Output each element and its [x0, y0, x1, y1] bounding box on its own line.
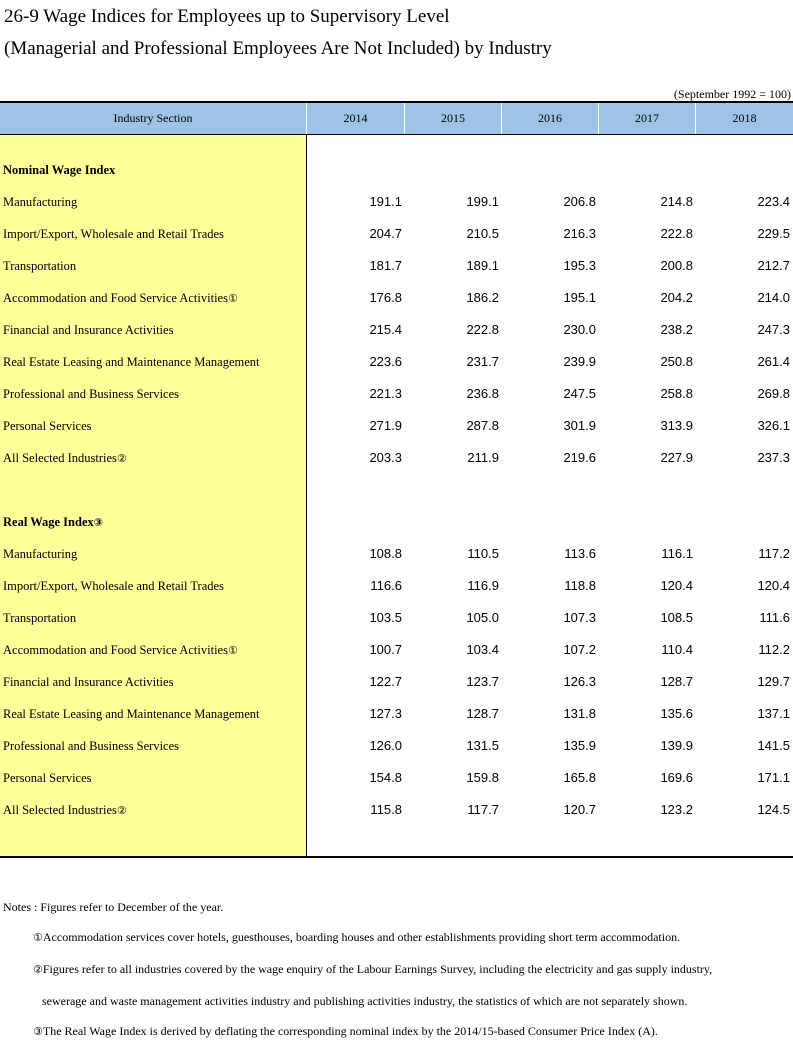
table-cell-value: 206.8	[563, 194, 596, 209]
table-cell-value: 123.2	[660, 802, 693, 817]
table-cell-value: 231.7	[466, 354, 499, 369]
row-label-text: Professional and Business Services	[3, 739, 180, 753]
notes-heading: Notes : Figures refer to December of the year.	[3, 900, 224, 914]
table-cell-value: 108.8	[369, 546, 402, 561]
table-cell-value: 223.6	[369, 354, 402, 369]
table-cell-value: 203.3	[369, 450, 402, 465]
table-cell-value: 301.9	[563, 418, 596, 433]
header-year: 2016	[502, 103, 599, 134]
table-cell-value: 169.6	[660, 770, 693, 785]
table-cell-value: 124.5	[757, 802, 790, 817]
row-label	[3, 576, 224, 596]
row-label-text: Manufacturing	[3, 195, 78, 209]
row-label-text: Financial and Insurance Activities	[3, 323, 174, 337]
table-cell-value: 126.3	[563, 674, 596, 689]
table-cell-value: 214.0	[757, 290, 790, 305]
table-cell-value: 227.9	[660, 450, 693, 465]
table-cell-value: 199.1	[466, 194, 499, 209]
table-cell-value: 239.9	[563, 354, 596, 369]
table-cell-value: 117.7	[467, 802, 499, 817]
table-cell-value: 159.8	[466, 770, 499, 785]
table-cell-value: 141.5	[757, 738, 790, 753]
row-label-text: Personal Services	[3, 419, 92, 433]
row-label	[3, 800, 127, 820]
table-cell-value: 116.9	[467, 578, 499, 593]
table-cell-value: 204.7	[369, 226, 402, 241]
table-cell-value: 154.8	[369, 770, 402, 785]
row-label-text: Transportation	[3, 611, 77, 625]
note-item	[33, 962, 712, 977]
table-cell-value: 123.7	[466, 674, 499, 689]
table-cell-value: 117.2	[758, 546, 790, 561]
header-year: 2015	[405, 103, 502, 134]
row-label-text: Manufacturing	[3, 547, 78, 561]
table-cell-value: 271.9	[369, 418, 402, 433]
table-cell-value: 131.8	[563, 706, 596, 721]
note-item	[33, 1024, 658, 1039]
row-label	[3, 608, 76, 628]
table-cell-value: 247.5	[563, 386, 596, 401]
table-cell-value: 103.4	[466, 642, 499, 657]
table-cell-value: 230.0	[563, 322, 596, 337]
row-label	[3, 448, 127, 468]
header-year: 2014	[307, 103, 405, 134]
table-cell-value: 247.3	[757, 322, 790, 337]
note-item	[42, 994, 687, 1009]
table-cell-value: 103.5	[369, 610, 402, 625]
table-cell-value: 107.3	[563, 610, 596, 625]
table-cell-value: 129.7	[757, 674, 790, 689]
table-cell-value: 212.7	[757, 258, 790, 273]
table-cell-value: 200.8	[660, 258, 693, 273]
row-label-text: Transportation	[3, 259, 77, 273]
table-cell-value: 108.5	[660, 610, 693, 625]
row-label	[3, 704, 260, 724]
table-cell-value: 326.1	[757, 418, 790, 433]
row-label-text: Professional and Business Services	[3, 387, 180, 401]
table-cell-value: 186.2	[466, 290, 499, 305]
row-label	[3, 640, 238, 660]
table-cell-value: 214.8	[660, 194, 693, 209]
table-cell-value: 112.2	[758, 642, 790, 657]
table-cell-value: 120.4	[757, 578, 790, 593]
table-cell-value: 223.4	[757, 194, 790, 209]
table-cell-value: 237.3	[757, 450, 790, 465]
table-cell-value: 191.1	[369, 194, 402, 209]
table-cell-value: 111.6	[759, 610, 790, 625]
row-label	[3, 320, 173, 340]
header-row	[0, 103, 793, 134]
note-text: The Real Wage Index is derived by deflating the corresponding nominal index by the 2014/15-based Consumer Price Index (A).	[42, 1024, 658, 1038]
header-year: 2018	[732, 111, 757, 125]
table-cell-value: 171.1	[757, 770, 790, 785]
row-label-text: Accommodation and Food Service Activities	[3, 291, 228, 305]
table-cell-value: 116.6	[370, 578, 402, 593]
table-cell-value: 127.3	[369, 706, 402, 721]
footnote-marker: ①	[227, 644, 238, 657]
wage-index-table	[0, 101, 793, 858]
table-bottom-rule	[0, 856, 793, 858]
table-cell-value: 139.9	[660, 738, 693, 753]
table-cell-value: 116.1	[661, 546, 693, 561]
table-cell-value: 100.7	[369, 642, 402, 657]
table-cell-value: 110.4	[661, 642, 693, 657]
footnote-marker: ①	[33, 931, 43, 944]
row-label-text: Real Estate Leasing and Maintenance Management	[3, 707, 260, 721]
row-label-text: Import/Export, Wholesale and Retail Trades	[3, 227, 224, 241]
footnote-marker: ②	[33, 963, 43, 976]
table-cell-value: 126.0	[369, 738, 402, 753]
table-cell-value: 122.7	[369, 674, 402, 689]
note-text: sewerage and waste management activities industry and publishing activities industry, the statistics of which are not separately shown.	[42, 994, 688, 1008]
section-title	[3, 160, 115, 180]
table-cell-value: 211.9	[467, 450, 499, 465]
base-period-note: (September 1992 = 100)	[673, 87, 791, 101]
table-cell-value: 204.2	[660, 290, 693, 305]
footnote-marker: ②	[116, 804, 127, 817]
table-cell-value: 287.8	[466, 418, 499, 433]
table-cell-value: 176.8	[369, 290, 402, 305]
header-year: 2017	[599, 103, 696, 134]
table-cell-value: 105.0	[466, 610, 499, 625]
footnote-marker: ①	[227, 292, 238, 305]
table-cell-value: 118.8	[564, 578, 596, 593]
header-industry-section: Industry Section	[0, 103, 307, 134]
row-label-text: All Selected Industries	[3, 451, 117, 465]
row-label-text: Accommodation and Food Service Activities	[3, 643, 228, 657]
table-cell-value: 115.8	[370, 802, 402, 817]
table-cell-value: 165.8	[563, 770, 596, 785]
table-cell-value: 113.6	[564, 546, 596, 561]
table-cell-value: 107.2	[563, 642, 596, 657]
row-label	[3, 352, 260, 372]
table-cell-value: 210.5	[466, 226, 499, 241]
table-cell-value: 219.6	[563, 450, 596, 465]
table-cell-value: 236.8	[466, 386, 499, 401]
row-label	[3, 768, 92, 788]
table-cell-value: 120.4	[660, 578, 693, 593]
row-label-text: Real Wage Index	[3, 515, 94, 529]
table-cell-value: 238.2	[660, 322, 693, 337]
row-label	[3, 288, 238, 308]
row-label	[3, 224, 224, 244]
table-cell-value: 189.1	[466, 258, 499, 273]
table-cell-value: 313.9	[660, 418, 693, 433]
footnote-marker: ②	[116, 452, 127, 465]
table-cell-value: 110.5	[467, 546, 499, 561]
row-label-text: Import/Export, Wholesale and Retail Trades	[3, 579, 224, 593]
row-label	[3, 544, 77, 564]
row-label	[3, 192, 77, 212]
row-label-text: Personal Services	[3, 771, 92, 785]
footnote-marker: ③	[33, 1025, 43, 1038]
table-cell-value: 261.4	[757, 354, 790, 369]
note-item	[33, 930, 680, 945]
row-label	[3, 384, 179, 404]
table-cell-value: 120.7	[563, 802, 596, 817]
table-title-line2: (Managerial and Professional Employees Are Not Included) by Industry	[4, 38, 552, 59]
note-text: Accommodation services cover hotels, guesthouses, boarding houses and other establishments providing short term accommodation.	[42, 930, 681, 944]
footnote-marker: ③	[93, 516, 104, 529]
table-cell-value: 195.1	[563, 290, 596, 305]
section-title	[3, 512, 103, 532]
row-label-text: Real Estate Leasing and Maintenance Management	[3, 355, 260, 369]
row-label	[3, 672, 173, 692]
table-cell-value: 195.3	[563, 258, 596, 273]
table-cell-value: 131.5	[466, 738, 499, 753]
row-label-text: Nominal Wage Index	[3, 163, 116, 177]
table-cell-value: 137.1	[757, 706, 790, 721]
table-cell-value: 135.9	[563, 738, 596, 753]
table-cell-value: 269.8	[757, 386, 790, 401]
table-cell-value: 258.8	[660, 386, 693, 401]
table-cell-value: 181.7	[369, 258, 402, 273]
row-label-text: All Selected Industries	[3, 803, 117, 817]
row-label	[3, 256, 76, 276]
row-label	[3, 416, 92, 436]
table-cell-value: 250.8	[660, 354, 693, 369]
table-cell-value: 229.5	[757, 226, 790, 241]
table-cell-value: 128.7	[660, 674, 693, 689]
table-cell-value: 135.6	[660, 706, 693, 721]
table-cell-value: 128.7	[466, 706, 499, 721]
table-title-line1: 26-9 Wage Indices for Employees up to Supervisory Level	[4, 6, 450, 27]
note-text: Figures refer to all industries covered by the wage enquiry of the Labour Earnings Survey, including the electricity and gas supply industry,	[42, 962, 713, 976]
row-label	[3, 736, 179, 756]
row-label-text: Financial and Insurance Activities	[3, 675, 174, 689]
table-cell-value: 216.3	[563, 226, 596, 241]
table-cell-value: 222.8	[660, 226, 693, 241]
table-cell-value: 222.8	[466, 322, 499, 337]
table-cell-value: 215.4	[369, 322, 402, 337]
table-cell-value: 221.3	[369, 386, 402, 401]
